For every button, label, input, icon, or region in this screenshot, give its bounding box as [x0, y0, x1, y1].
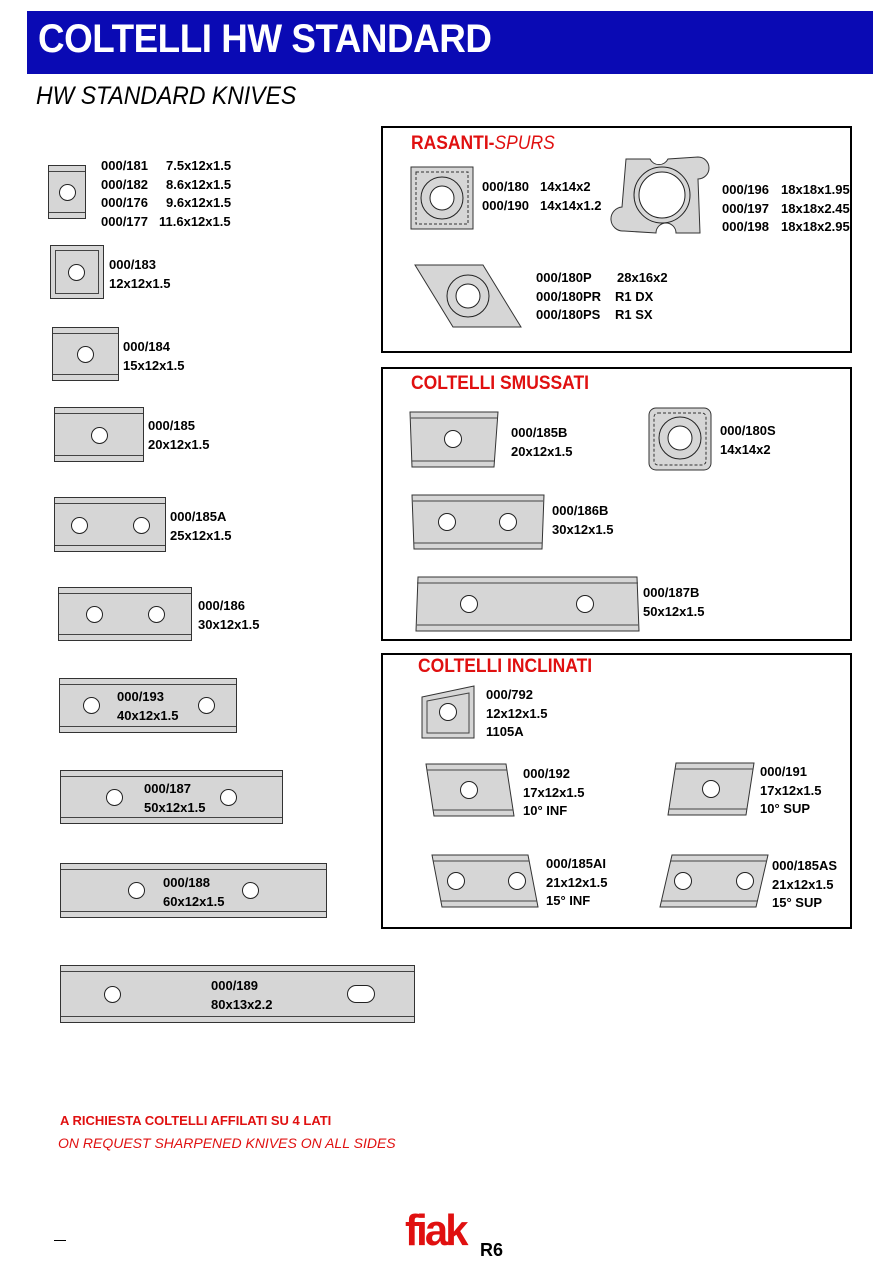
- knife-hole: [148, 606, 165, 623]
- knife-180s-drawing: [648, 407, 712, 471]
- knife-hole: [128, 882, 145, 899]
- knife-hole: [77, 346, 94, 363]
- knife-183-label: 000/183 12x12x1.5: [109, 257, 171, 291]
- page-title: COLTELLI HW STANDARD: [38, 17, 492, 61]
- smussati-section-title: COLTELLI SMUSSATI: [411, 373, 590, 394]
- knife-189-label: 000/189 80x13x2.2: [211, 978, 273, 1012]
- knife-181-label: 000/181 7.5x12x1.5 000/182 8.6x12x1.5 000/176 9.6x12x1.5 000/177 11.6x12x1.5: [101, 158, 232, 229]
- knife-185a-drawing: [54, 497, 166, 552]
- knife-hole: [83, 697, 100, 714]
- knife-193-label: 000/193 40x12x1.5: [117, 689, 179, 723]
- knife-185-label: 000/185 20x12x1.5: [148, 418, 210, 452]
- spur-196-label: 000/196 18x18x1.95 000/197 18x18x2.45 000/198 18x18x2.95: [722, 182, 850, 234]
- spurs-section-title: RASANTI-SPURS: [411, 133, 555, 154]
- knife-hole: [68, 264, 85, 281]
- knife-185b-drawing: [408, 411, 500, 468]
- knife-188-label: 000/188 60x12x1.5: [163, 875, 225, 909]
- title-banner: [27, 11, 873, 74]
- knife-hole: [91, 427, 108, 444]
- knife-192-label: 000/192 17x12x1.5 10° INF: [523, 766, 585, 818]
- knife-186b-label: 000/186B 30x12x1.5: [552, 503, 614, 537]
- knife-185ai-label: 000/185AI 21x12x1.5 15° INF: [546, 856, 608, 908]
- spur-180p-drawing: [413, 263, 523, 329]
- sharpening-note-english: ON REQUEST SHARPENED KNIVES ON ALL SIDES: [58, 1135, 396, 1151]
- knife-185as-drawing: [658, 853, 770, 909]
- knife-hole: [220, 789, 237, 806]
- knife-hole: [59, 184, 76, 201]
- knife-hole: [242, 882, 259, 899]
- knife-186-label: 000/186 30x12x1.5: [198, 598, 260, 632]
- knife-180s-label: 000/180S 14x14x2: [720, 423, 776, 457]
- knife-185a-label: 000/185A 25x12x1.5: [170, 509, 232, 543]
- inclinati-section-title: COLTELLI INCLINATI: [418, 656, 593, 677]
- knife-hole: [198, 697, 215, 714]
- knife-792-label: 000/792 12x12x1.5 1105A: [486, 687, 548, 739]
- knife-792-drawing: [420, 685, 476, 739]
- knife-186-drawing: [58, 587, 192, 641]
- knife-slot: [347, 985, 375, 1003]
- knife-191-label: 000/191 17x12x1.5 10° SUP: [760, 764, 822, 816]
- knife-185as-label: 000/185AS 21x12x1.5 15° SUP: [772, 858, 838, 910]
- spur-180-label: 000/180 14x14x2 000/190 14x14x1.2: [482, 179, 602, 213]
- knife-hole: [104, 986, 121, 1003]
- knife-187b-drawing: [415, 576, 640, 632]
- page-code: R6: [480, 1240, 504, 1260]
- knife-186b-drawing: [410, 494, 546, 550]
- knife-184-label: 000/184 15x12x1.5: [123, 339, 185, 373]
- brand-logo: fiak: [405, 1206, 466, 1255]
- knife-hole: [106, 789, 123, 806]
- knife-183-drawing: [50, 245, 104, 299]
- knife-181-drawing: [48, 165, 86, 219]
- spur-180p-label: 000/180P 28x16x2 000/180PR R1 DX 000/180PS R1 SX: [536, 270, 668, 322]
- knife-187-label: 000/187 50x12x1.5: [144, 781, 206, 815]
- knife-191-drawing: [666, 761, 756, 817]
- knife-185-drawing: [54, 407, 144, 462]
- knife-hole: [86, 606, 103, 623]
- spur-196-drawing: [620, 155, 704, 237]
- knife-hole: [71, 517, 88, 534]
- knife-184-drawing: [52, 327, 119, 381]
- knife-185ai-drawing: [430, 853, 540, 909]
- knife-hole: [133, 517, 150, 534]
- knife-192-drawing: [424, 762, 516, 818]
- sharpening-note-italian: A RICHIESTA COLTELLI AFFILATI SU 4 LATI: [60, 1113, 332, 1128]
- page-subtitle: HW STANDARD KNIVES: [36, 82, 297, 110]
- corner-mark: [54, 1240, 66, 1241]
- spur-180-drawing: [410, 166, 474, 230]
- knife-185b-label: 000/185B 20x12x1.5: [511, 425, 573, 459]
- knife-187b-label: 000/187B 50x12x1.5: [643, 585, 705, 619]
